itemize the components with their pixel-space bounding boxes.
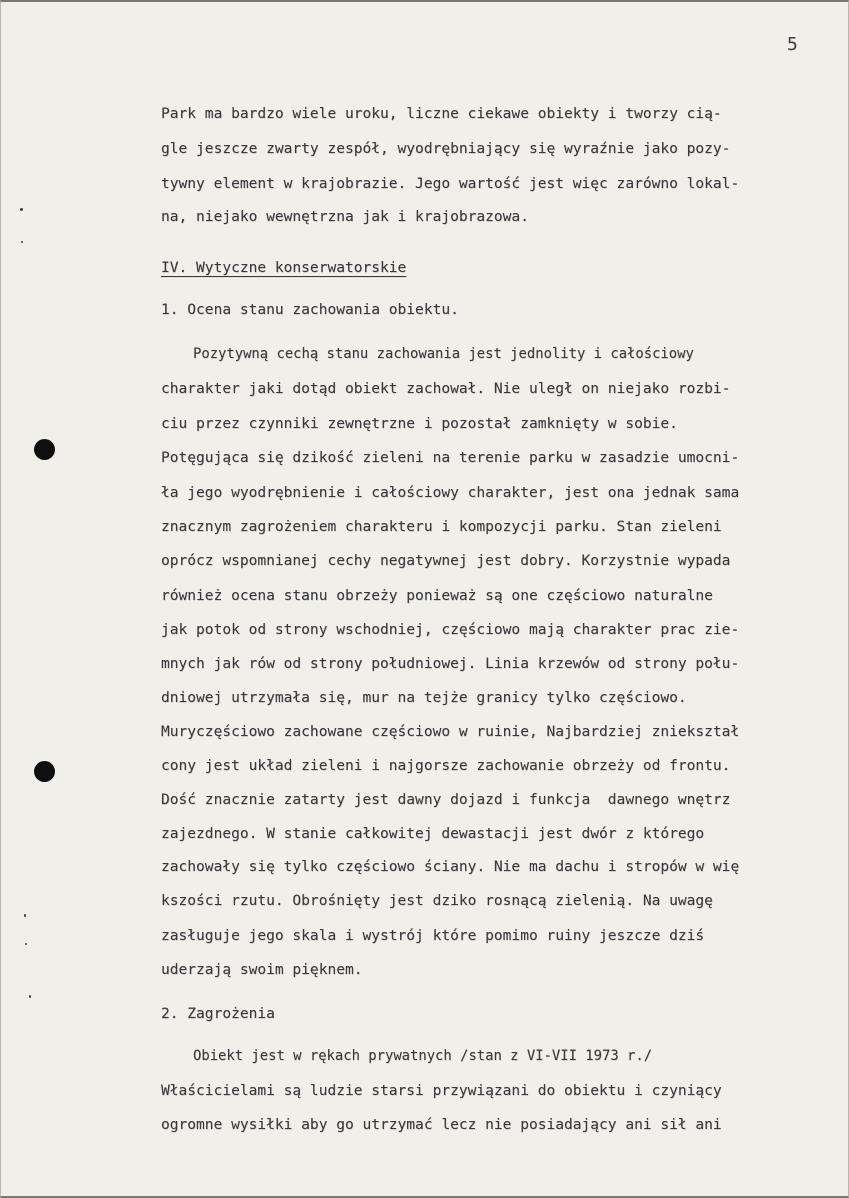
text-line: ogromne wysiłki aby go utrzymać lecz nie posiadający ani sił ani — [161, 1116, 722, 1133]
text-line: Muryczęściowo zachowane częściowo w ruinie, Najbardziej zniekształ — [161, 723, 740, 740]
text-line: zachowały się tylko częściowo ściany. Nie ma dachu i stropów w wię — [161, 858, 740, 875]
text-line: Pozytywną cechą stanu zachowania jest jednolity i całościowy — [193, 345, 694, 362]
text-line: uderzają swoim pięknem. — [161, 961, 363, 978]
subheading-threats: 2. Zagrożenia — [161, 1005, 275, 1022]
text-line: mnych jak rów od strony południowej. Linia krzewów od strony połu- — [161, 655, 740, 672]
text-line: charakter jaki dotąd obiekt zachował. Nie uległ on niejako rozbi- — [161, 380, 731, 397]
margin-speck — [29, 995, 31, 998]
punch-hole-bottom — [34, 761, 55, 782]
punch-hole-top — [34, 439, 55, 460]
text-line: jak potok od strony wschodniej, częściowo mają charakter prac zie- — [161, 621, 740, 638]
text-line: oprócz wspomnianej cechy negatywnej jest dobry. Korzystnie wypada — [161, 552, 731, 569]
text-line: gle jeszcze zwarty zespół, wyodrębniający się wyraźnie jako pozy- — [161, 140, 731, 157]
text-line: ła jego wyodrębnienie i całościowy charakter, jest ona jednak sama — [161, 484, 740, 501]
text-line: dniowej utrzymała się, mur na tejże granicy tylko częściowo. — [161, 689, 687, 706]
text-line: kszości rzutu. Obrośnięty jest dziko rosnącą zielenią. Na uwagę — [161, 892, 713, 909]
section-heading: IV. Wytyczne konserwatorskie — [161, 259, 407, 276]
page-number: 5 — [787, 34, 798, 55]
text-line: zasługuje jego skala i wystrój które pomimo ruiny jeszcze dziś — [161, 927, 705, 944]
text-line: zajezdnego. W stanie całkowitej dewastacji jest dwór z którego — [161, 825, 705, 842]
text-line: Właścicielami są ludzie starsi przywiązani do obiektu i czyniący — [161, 1082, 722, 1099]
subheading-state: 1. Ocena stanu zachowania obiektu. — [161, 301, 459, 318]
text-line: ciu przez czynniki zewnętrzne i pozostał zamknięty w sobie. — [161, 415, 678, 432]
margin-speck — [20, 208, 23, 211]
text-line: na, niejako wewnętrzna jak i krajobrazowa. — [161, 208, 529, 225]
margin-speck — [24, 914, 26, 917]
text-line: znacznym zagrożeniem charakteru i kompozycji parku. Stan zieleni — [161, 518, 722, 535]
text-line: Potęgująca się dzikość zieleni na terenie parku w zasadzie umocni- — [161, 449, 740, 466]
margin-speck — [21, 241, 23, 243]
text-line: Park ma bardzo wiele uroku, liczne ciekawe obiekty i tworzy cią- — [161, 105, 722, 122]
text-line: Dość znacznie zatarty jest dawny dojazd i funkcja dawnego wnętrz — [161, 791, 731, 808]
text-line: cony jest układ zieleni i najgorsze zachowanie obrzeży od frontu. — [161, 757, 731, 774]
text-line: Obiekt jest w rękach prywatnych /stan z VI-VII 1973 r./ — [193, 1047, 653, 1064]
text-line: również ocena stanu obrzeży ponieważ są one częściowo naturalne — [161, 587, 713, 604]
text-line: tywny element w krajobrazie. Jego wartość jest więc zarówno lokal- — [161, 175, 740, 192]
margin-speck — [25, 943, 27, 945]
